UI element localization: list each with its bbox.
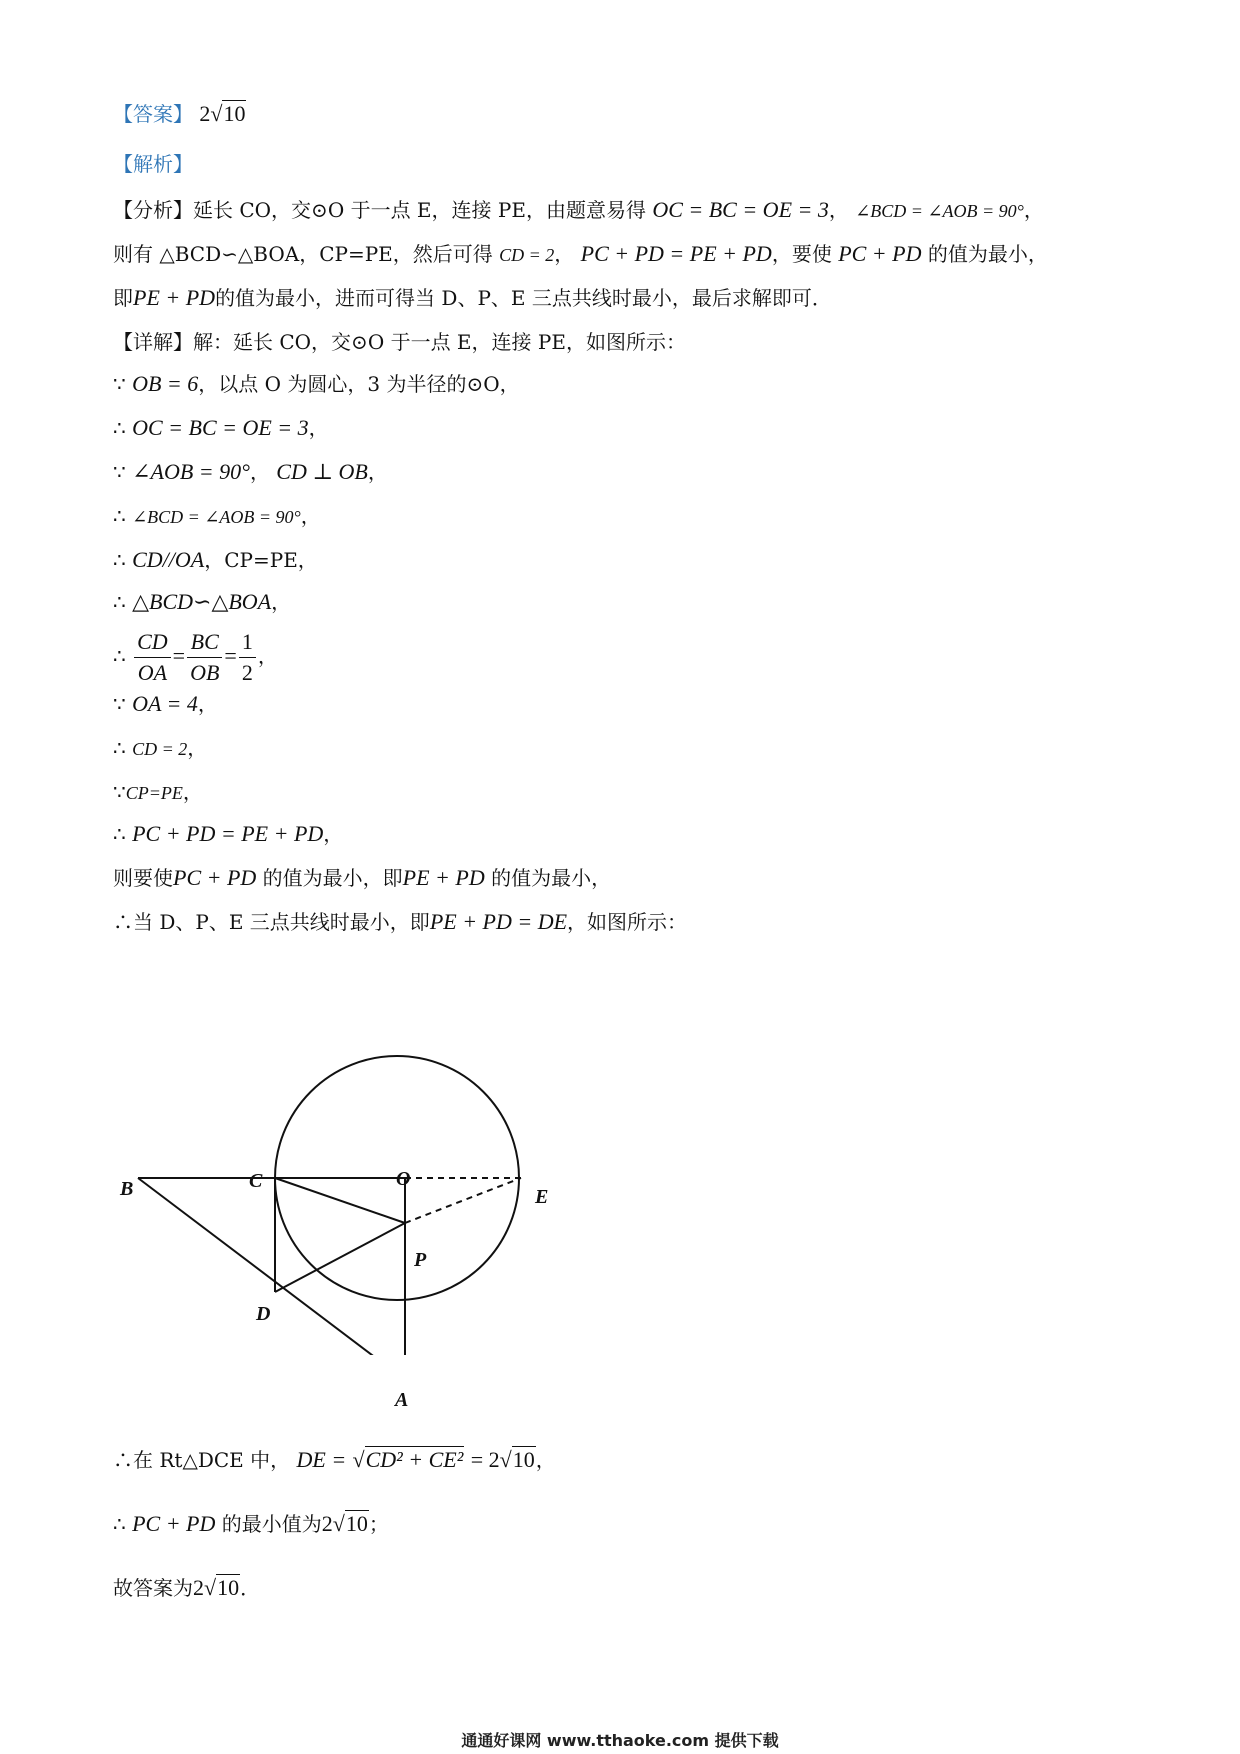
result-2 xyxy=(113,1510,389,1538)
label-o: O xyxy=(396,1168,411,1190)
fenxi-text: 则有 △BCD∽△BOA，CP=PE，然后可得 xyxy=(113,242,493,266)
math-expr: CD = 2 xyxy=(132,739,188,759)
symbol: ∵ xyxy=(113,692,126,716)
symbol: ∵ xyxy=(113,372,126,396)
punct: ． xyxy=(240,1576,261,1600)
result-1 xyxy=(113,1446,556,1474)
punct: ， xyxy=(187,736,208,760)
answer-line xyxy=(113,100,246,128)
fraction-cd-oa: $\frac{CD}{OA}$ xyxy=(134,627,171,688)
math-expr: ∠BCD = ∠AOB = 90° xyxy=(855,201,1024,221)
math-expr: CD = 2 xyxy=(499,245,555,265)
step-9 xyxy=(113,734,207,763)
punct: ， xyxy=(323,822,344,846)
math-expr: = 2 xyxy=(470,1447,500,1472)
step-text: ，以点 O 为圆心，3 为半径的⊙O， xyxy=(198,372,520,396)
segment-ba xyxy=(138,1178,405,1355)
step-7 xyxy=(113,626,278,688)
symbol: ∴ xyxy=(113,644,126,668)
punct: ， xyxy=(257,644,278,668)
step-10 xyxy=(113,778,203,807)
symbol: ∴ xyxy=(113,548,126,572)
math-expr: △BCD∽△BOA xyxy=(132,589,272,614)
step-text: 则要使 xyxy=(113,866,173,890)
math-expr: PC + PD xyxy=(838,241,922,266)
symbol: ∴ xyxy=(113,1512,126,1536)
result-text: 故答案为 xyxy=(113,1576,193,1600)
answer-value: 2√10 xyxy=(199,101,246,126)
math-expr: OB = 6 xyxy=(132,371,199,396)
symbol: ∵ xyxy=(113,780,126,804)
step-13 xyxy=(113,908,687,936)
answer-label: 【答案】 xyxy=(113,102,193,126)
punct: ， xyxy=(197,692,218,716)
fenxi-line-2 xyxy=(113,240,1048,269)
punct: ， xyxy=(1023,198,1044,222)
label-b: B xyxy=(120,1178,134,1200)
sqrt-10: √10 xyxy=(204,1575,240,1600)
fenxi-text: 即 xyxy=(113,286,133,310)
symbol: ∴ xyxy=(113,416,126,440)
sqrt-10: √10 xyxy=(332,1511,368,1536)
step-text: ，如图所示： xyxy=(567,910,688,934)
label-c: C xyxy=(249,1170,263,1192)
segment-dp xyxy=(275,1223,405,1292)
analysis-label: 【解析】 xyxy=(113,152,193,176)
punct: ， xyxy=(554,242,575,266)
step-text: 的值为最小，即 xyxy=(262,866,403,890)
math-expr: CD ⊥ OB xyxy=(276,459,368,484)
punct: ， xyxy=(271,590,292,614)
fraction-bc-ob: $\frac{BC}{OB}$ xyxy=(187,627,222,688)
punct: ， xyxy=(367,460,388,484)
step-4 xyxy=(113,502,321,531)
result-text: ∴在 Rt△DCE 中， xyxy=(113,1448,291,1472)
step-5 xyxy=(113,546,318,574)
equals: = xyxy=(224,643,237,668)
math-expr: OA = 4 xyxy=(132,691,198,716)
detail-label: 【详解】 xyxy=(113,330,193,354)
punct: ； xyxy=(368,1512,389,1536)
result-text: 的最小值为 xyxy=(221,1512,322,1536)
fenxi-text: 延长 CO，交⊙O 于一点 E，连接 PE，由题意易得 xyxy=(193,198,646,222)
step-6 xyxy=(113,588,291,616)
fenxi-line-3 xyxy=(113,284,832,312)
math-expr: CP=PE xyxy=(125,783,183,803)
math-expr: ∠BCD = ∠AOB = 90° xyxy=(132,507,301,527)
segment-cp xyxy=(275,1178,405,1223)
math-expr: PC + PD = PE + PD xyxy=(132,821,324,846)
label-e: E xyxy=(535,1186,549,1208)
math-expr: PC + PD = PE + PD xyxy=(580,241,772,266)
math-expr: PC + PD xyxy=(132,1511,216,1536)
punct: ， xyxy=(308,416,329,440)
symbol: ∴ xyxy=(113,822,126,846)
symbol: ∴ xyxy=(113,504,126,528)
step-1 xyxy=(113,370,520,398)
detail-text: 解：延长 CO，交⊙O 于一点 E，连接 PE，如图所示： xyxy=(193,330,686,354)
label-p: P xyxy=(414,1249,427,1271)
fenxi-line-1 xyxy=(113,196,1044,225)
detail-intro xyxy=(113,328,686,356)
symbol: ∵ xyxy=(113,460,126,484)
math-expr: 2 xyxy=(321,1511,333,1536)
symbol: ∴ xyxy=(113,590,126,614)
math-expr: ∠AOB = 90° xyxy=(132,459,250,484)
punct: ， xyxy=(300,504,321,528)
step-2 xyxy=(113,414,329,442)
math-expr: PE + PD xyxy=(402,865,485,890)
page-footer: 通通好课网 www.tthaoke.com 提供下载 xyxy=(461,1731,779,1750)
math-expr: PE + PD xyxy=(133,285,216,310)
fenxi-label: 【分析】 xyxy=(113,198,193,222)
punct: ， xyxy=(182,780,203,804)
math-expr: PE + PD = DE xyxy=(429,909,568,934)
math-expr: OC = BC = OE = 3 xyxy=(132,415,309,440)
step-8 xyxy=(113,690,218,718)
step-text: 的值为最小， xyxy=(491,866,612,890)
punct: ， xyxy=(828,198,849,222)
step-text: ∴当 D、P、E 三点共线时最小，即 xyxy=(113,910,430,934)
math-expr: DE = xyxy=(296,1447,347,1472)
symbol: ∴ xyxy=(113,736,126,760)
step-text: ，CP=PE， xyxy=(204,548,318,572)
fenxi-text: ，要使 xyxy=(771,242,832,266)
result-3 xyxy=(113,1574,260,1602)
fenxi-text: 的值为最小，进而可得当 D、P、E 三点共线时最小，最后求解即可． xyxy=(215,286,832,310)
step-3 xyxy=(113,458,388,486)
segment-pe-dashed xyxy=(405,1178,521,1223)
math-expr: CD//OA xyxy=(132,547,205,572)
label-a-holder xyxy=(380,1378,440,1418)
geometry-figure xyxy=(0,1035,1240,1355)
sqrt-10: √10 xyxy=(499,1447,535,1472)
step-12 xyxy=(113,864,611,892)
label-d: D xyxy=(256,1303,271,1325)
fraction-half: $\frac{1}{2}$ xyxy=(239,627,256,688)
equals: = xyxy=(172,643,186,668)
sqrt-expr: √CD² + CE² xyxy=(352,1447,464,1472)
math-expr: PC + PD xyxy=(173,865,257,890)
step-11 xyxy=(113,820,343,848)
fenxi-text: 的值为最小， xyxy=(927,242,1048,266)
label-a: A xyxy=(395,1389,409,1411)
punct: ， xyxy=(535,1448,556,1472)
math-expr: 2 xyxy=(193,1575,204,1600)
math-expr: OC = BC = OE = 3 xyxy=(652,197,829,222)
punct: ， xyxy=(249,460,270,484)
